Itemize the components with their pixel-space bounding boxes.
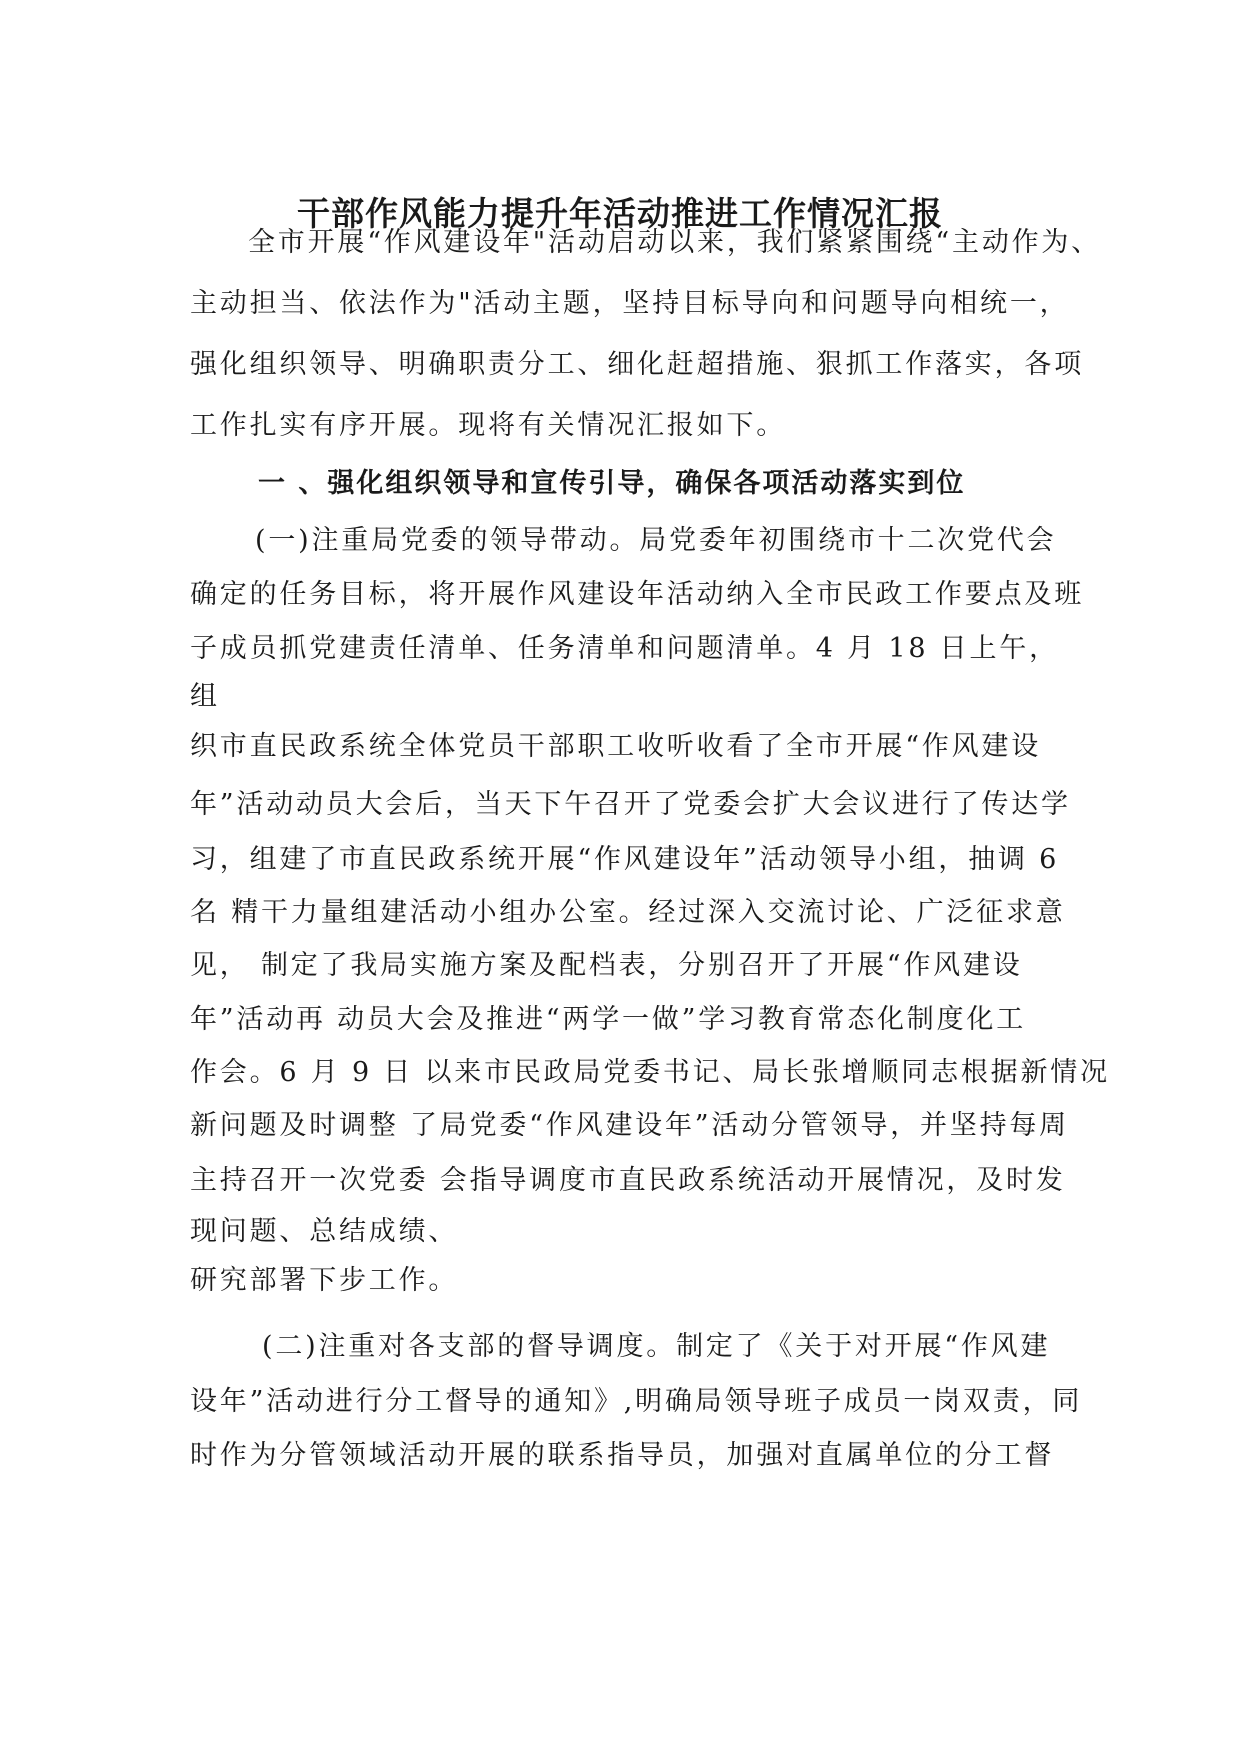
para1-line-1: (一)注重局党委的领导带动。局党委年初围绕市十二次党代会 <box>255 525 1057 556</box>
para1-line-12: 新问题及时调整 了局党委“作风建设年”活动分管领导，并坚持每周 <box>190 1110 1069 1141</box>
para1-line-4: 组 <box>190 681 220 712</box>
intro-line-2: 主动担当、依法作为"活动主题，坚持目标导向和问题导向相统一， <box>190 288 1070 319</box>
document-title: 干部作风能力提升年活动推进工作情况汇报 <box>297 194 943 233</box>
para1-line-14: 现问题、总结成绩、 <box>190 1216 459 1247</box>
para2-line-1: (二)注重对各支部的督导调度。制定了《关于对开展“作风建 <box>262 1331 1051 1362</box>
para1-line-2: 确定的任务目标，将开展作风建设年活动纳入全市民政工作要点及班 <box>190 579 1084 610</box>
intro-line-4: 工作扎实有序开展。现将有关情况汇报如下。 <box>190 410 786 441</box>
intro-line-3: 强化组织领导、明确职责分工、细化赶超措施、狠抓工作落实，各项 <box>190 349 1084 380</box>
para1-line-6: 年”活动动员大会后，当天下午召开了党委会扩大会议进行了传达学 <box>190 789 1071 820</box>
para1-line-11: 作会。6 月 9 日 以来市民政局党委书记、局长张增顺同志根据新情况 <box>190 1057 1110 1088</box>
para1-line-5: 织市直民政系统全体党员干部职工收听收看了全市开展“作风建设 <box>190 731 1042 762</box>
para1-line-10: 年”活动再 动员大会及推进“两学一做”学习教育常态化制度化工 <box>190 1004 1026 1035</box>
para2-line-3: 时作为分管领域活动开展的联系指导员，加强对直属单位的分工督 <box>190 1440 1055 1471</box>
para1-line-8: 名 精干力量组建活动小组办公室。经过深入交流讨论、广泛征求意 <box>190 897 1066 928</box>
section-heading-1: 一 、强化组织领导和宣传引导，确保各项活动落实到位 <box>258 468 966 499</box>
para1-line-7: 习，组建了市直民政系统开展“作风建设年”活动领导小组，抽调 6 <box>190 844 1060 875</box>
para2-line-2: 设年”活动进行分工督导的通知》,明确局领导班子成员一岗双责，同 <box>190 1386 1083 1417</box>
para1-line-3: 子成员抓党建责任清单、任务清单和问题清单。4 月 18 日上午， <box>190 633 1059 664</box>
intro-line-1: 全市开展“作风建设年"活动启动以来，我们紧紧围绕“主动作为、 <box>248 227 1102 258</box>
para1-line-15: 研究部署下步工作。 <box>190 1265 459 1296</box>
para1-line-9: 见， 制定了我局实施方案及配档表，分别召开了开展“作风建设 <box>190 950 1023 981</box>
para1-line-13: 主持召开一次党委 会指导调度市直民政系统活动开展情况，及时发 <box>190 1165 1066 1196</box>
